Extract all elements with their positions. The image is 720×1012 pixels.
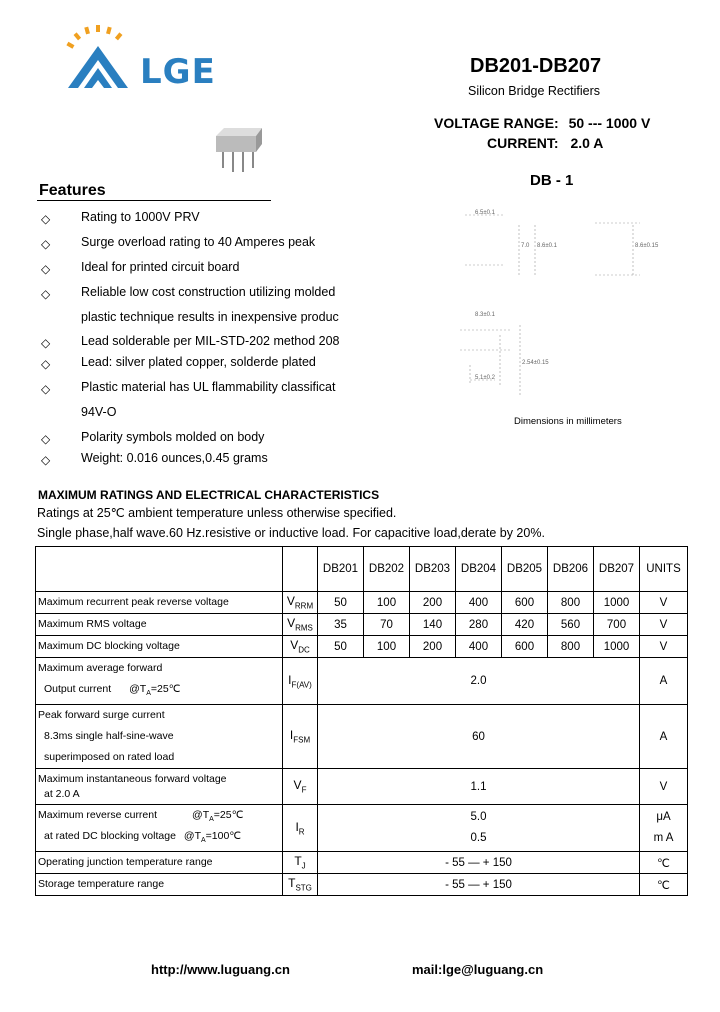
row-desc: Maximum DC blocking voltage <box>36 636 283 658</box>
table-row <box>36 592 688 614</box>
cell: 200 <box>410 592 456 614</box>
merged-value <box>318 805 640 852</box>
unit-cell: A <box>640 705 688 769</box>
row-desc: Maximum recurrent peak reverse voltage <box>36 592 283 614</box>
unit-cell: A <box>640 658 688 705</box>
desc-line: Peak forward surge current <box>38 709 165 722</box>
cell: 800 <box>548 592 594 614</box>
cell: 420 <box>502 614 548 636</box>
feature-item: Lead solderable per MIL-STD-202 method 208 <box>81 334 340 348</box>
merged-value: 1.1 <box>318 769 640 805</box>
row-symbol <box>283 705 318 769</box>
symbol-main: V <box>293 778 302 793</box>
row-desc <box>36 658 283 705</box>
cond-text: @T <box>192 809 210 822</box>
unit-cell: ℃ <box>640 874 688 896</box>
dimension-label: 2.54±0.15 <box>522 360 549 366</box>
symbol-sub: R <box>298 827 305 837</box>
merged-value: - 55 — + 150 <box>318 852 640 874</box>
component-image <box>210 124 262 174</box>
features-rule <box>37 200 271 201</box>
symbol-main: T <box>294 854 302 869</box>
condition <box>192 805 243 830</box>
cond-value: =25℃ <box>213 809 244 822</box>
unit-cell <box>640 805 688 852</box>
table-row <box>36 614 688 636</box>
dimension-label: 7.0 <box>521 243 530 249</box>
symbol-main: I <box>289 728 294 743</box>
table-row-tj <box>36 852 688 874</box>
symbol-main: V <box>287 616 296 631</box>
row-symbol <box>283 852 318 874</box>
voltage-range <box>434 115 650 131</box>
cell: 1000 <box>594 592 640 614</box>
desc-text: Maximum reverse current <box>38 809 158 822</box>
bullet-icon: ◇ <box>41 382 51 396</box>
merged-value: - 55 — + 150 <box>318 874 640 896</box>
part-number: DB201-DB207 <box>470 55 602 77</box>
row-symbol <box>283 658 318 705</box>
symbol-sub: RMS <box>295 623 313 633</box>
cell: 50 <box>318 592 364 614</box>
cell: 140 <box>410 614 456 636</box>
row-symbol <box>283 805 318 852</box>
dimension-label: 6.5±0.1 <box>475 210 495 216</box>
cell: 600 <box>502 636 548 658</box>
bullet-icon: ◇ <box>41 336 51 350</box>
feature-item: 94V-O <box>81 405 117 419</box>
col-header: DB202 <box>364 547 410 592</box>
row-desc <box>36 805 283 852</box>
row-desc: Maximum RMS voltage <box>36 614 283 636</box>
cond-text: @T <box>183 830 201 843</box>
col-header: DB207 <box>594 547 640 592</box>
dimension-drawing <box>455 205 659 405</box>
bullet-icon: ◇ <box>41 357 51 371</box>
desc-line: superimposed on rated load <box>44 751 175 764</box>
row-desc <box>36 769 283 805</box>
unit-cell: V <box>640 592 688 614</box>
symbol-sub: STG <box>295 883 312 893</box>
bullet-icon: ◇ <box>41 212 51 226</box>
dimension-label: 5.1±0.2 <box>475 375 495 381</box>
desc-text: at rated DC blocking voltage <box>44 830 176 843</box>
cell: 200 <box>410 636 456 658</box>
logo-text: LGE <box>140 52 216 92</box>
feature-item: Surge overload rating to 40 Amperes peak <box>81 235 316 249</box>
desc-line <box>38 805 282 826</box>
row-symbol <box>283 636 318 658</box>
bullet-icon: ◇ <box>41 453 51 467</box>
cell: 100 <box>364 592 410 614</box>
col-header: DB201 <box>318 547 364 592</box>
value-line: 5.0 <box>470 811 487 824</box>
table-row <box>36 636 688 658</box>
desc-line: Maximum average forward <box>38 662 163 674</box>
logo-mark-icon <box>62 24 142 92</box>
cell: 700 <box>594 614 640 636</box>
cell: 280 <box>456 614 502 636</box>
cell: 400 <box>456 592 502 614</box>
cell: 560 <box>548 614 594 636</box>
symbol-sub: RRM <box>294 601 314 611</box>
cell: 1000 <box>594 636 640 658</box>
desc-text: Output current <box>44 683 112 695</box>
feature-item: Polarity symbols molded on body <box>81 430 265 444</box>
desc-line: 8.3ms single half-sine-wave <box>44 730 174 743</box>
cell: 100 <box>364 636 410 658</box>
cond-sub: A <box>209 816 214 824</box>
row-symbol <box>283 874 318 896</box>
bullet-icon: ◇ <box>41 237 51 251</box>
feature-item: Plastic material has UL flammability classificat <box>81 380 336 394</box>
cond-text: @T <box>129 683 147 695</box>
desc-line <box>38 826 282 851</box>
symbol-main: T <box>288 876 296 891</box>
symbol-main: V <box>286 594 295 609</box>
condition <box>129 683 181 698</box>
subtitle: Silicon Bridge Rectifiers <box>468 84 600 98</box>
cond-value: =100℃ <box>205 830 242 843</box>
symbol-sub: FSM <box>293 735 311 745</box>
cell: 70 <box>364 614 410 636</box>
table-row-avg-current <box>36 658 688 705</box>
units-header: UNITS <box>640 547 688 592</box>
merged-value: 60 <box>318 705 640 769</box>
ratings-note-1: Ratings at 25℃ ambient temperature unless otherwise specified. <box>37 506 397 520</box>
current-rating <box>487 135 603 151</box>
row-symbol <box>283 769 318 805</box>
desc-line: Maximum instantaneous forward voltage <box>38 772 227 785</box>
col-header: DB204 <box>456 547 502 592</box>
col-header: DB205 <box>502 547 548 592</box>
voltage-value: 50 --- 1000 V <box>568 115 651 131</box>
package-name: DB - 1 <box>530 172 574 189</box>
ratings-note-2: Single phase,half wave.60 Hz.resistive or inductive load. For capacitive load,derate by 20%. <box>37 526 545 540</box>
cond-value: =25℃ <box>150 683 181 695</box>
header-blank <box>36 547 283 592</box>
row-symbol <box>283 592 318 614</box>
table-row-ir <box>36 805 688 852</box>
condition <box>183 830 242 845</box>
feature-item: Reliable low cost construction utilizing molded <box>81 285 336 299</box>
row-desc: Storage temperature range <box>36 874 283 896</box>
cell: 50 <box>318 636 364 658</box>
unit-cell: V <box>640 636 688 658</box>
desc-line: at 2.0 A <box>44 787 80 800</box>
row-desc: Operating junction temperature range <box>36 852 283 874</box>
cond-sub: A <box>146 690 151 698</box>
feature-item: Ideal for printed circuit board <box>81 260 240 274</box>
unit-cell: ℃ <box>640 852 688 874</box>
ratings-table <box>35 546 688 896</box>
dimension-label: 8.6±0.1 <box>537 243 557 249</box>
bullet-icon: ◇ <box>41 262 51 276</box>
unit-line: m A <box>653 832 674 845</box>
logo <box>62 24 242 94</box>
col-header: DB203 <box>410 547 456 592</box>
unit-cell: V <box>640 769 688 805</box>
row-desc <box>36 705 283 769</box>
table-row-vf <box>36 769 688 805</box>
table-row-tstg <box>36 874 688 896</box>
symbol-main: V <box>290 638 299 653</box>
cell: 600 <box>502 592 548 614</box>
dimension-label: 8.3±0.1 <box>475 312 495 318</box>
current-label: CURRENT: <box>487 135 559 151</box>
header-blank <box>283 547 318 592</box>
symbol-main: I <box>288 672 292 687</box>
merged-value: 2.0 <box>318 658 640 705</box>
value-line: 0.5 <box>470 832 487 845</box>
ratings-title: MAXIMUM RATINGS AND ELECTRICAL CHARACTERISTICS <box>38 488 380 502</box>
bullet-icon: ◇ <box>41 287 51 301</box>
drawing-caption: Dimensions in millimeters <box>514 416 622 427</box>
row-symbol <box>283 614 318 636</box>
unit-cell: V <box>640 614 688 636</box>
unit-line: μA <box>656 811 671 824</box>
feature-item: Rating to 1000V PRV <box>81 210 200 224</box>
symbol-sub: F(AV) <box>291 680 312 690</box>
desc-line <box>38 679 282 704</box>
cell: 35 <box>318 614 364 636</box>
symbol-main: I <box>295 819 299 834</box>
col-header: DB206 <box>548 547 594 592</box>
symbol-sub: F <box>301 785 307 795</box>
table-row-surge <box>36 705 688 769</box>
cell: 400 <box>456 636 502 658</box>
cond-sub: A <box>200 837 206 845</box>
bullet-icon: ◇ <box>41 432 51 446</box>
table-header-row <box>36 547 688 592</box>
dimension-label: 8.6±0.15 <box>635 243 659 249</box>
symbol-sub: DC <box>298 645 310 655</box>
feature-item: Weight: 0.016 ounces,0.45 grams <box>81 451 268 465</box>
features-title: Features <box>39 182 106 199</box>
voltage-label: VOLTAGE RANGE: <box>434 115 559 131</box>
footer-mail[interactable]: mail:lge@luguang.cn <box>412 962 544 977</box>
current-value: 2.0 A <box>570 135 604 151</box>
feature-item: Lead: silver plated copper, solderde plated <box>81 355 316 369</box>
symbol-sub: J <box>301 861 306 871</box>
footer-url[interactable]: http://www.luguang.cn <box>151 962 290 977</box>
feature-item: plastic technique results in inexpensive produc <box>81 310 339 324</box>
cell: 800 <box>548 636 594 658</box>
